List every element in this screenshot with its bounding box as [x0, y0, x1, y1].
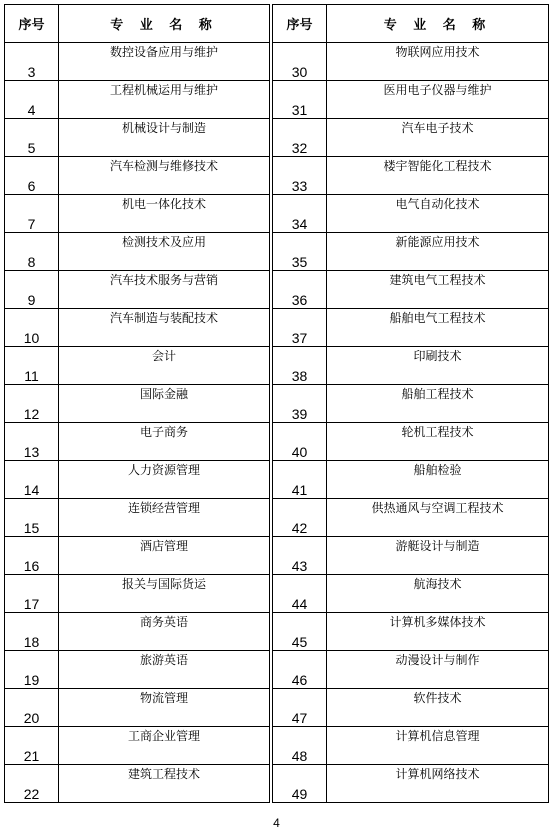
table-row — [273, 423, 549, 461]
row-number: 12 — [5, 385, 59, 423]
major-name: 动漫设计与制作 — [327, 651, 549, 689]
table-row — [5, 575, 270, 613]
row-number: 14 — [5, 461, 59, 499]
row-number: 49 — [273, 765, 327, 803]
seq-header: 序号 — [273, 5, 327, 43]
table-row — [273, 613, 549, 651]
row-number: 48 — [273, 727, 327, 765]
table-row — [273, 81, 549, 119]
major-name: 旅游英语 — [59, 651, 270, 689]
table-header-row — [273, 5, 549, 43]
table-row — [273, 347, 549, 385]
table-row — [5, 119, 270, 157]
seq-header: 序号 — [5, 5, 59, 43]
major-list — [4, 4, 549, 802]
major-name: 船舶检验 — [327, 461, 549, 499]
row-number: 7 — [5, 195, 59, 233]
table-row — [273, 765, 549, 803]
table-row — [273, 157, 549, 195]
table-body-left — [5, 43, 270, 803]
row-number: 33 — [273, 157, 327, 195]
major-name: 建筑工程技术 — [59, 765, 270, 803]
table-row — [5, 309, 270, 347]
major-name: 航海技术 — [327, 575, 549, 613]
table-row — [5, 385, 270, 423]
major-name: 电子商务 — [59, 423, 270, 461]
table-row — [5, 461, 270, 499]
table-row — [5, 689, 270, 727]
major-name: 游艇设计与制造 — [327, 537, 549, 575]
table-row — [273, 195, 549, 233]
table-row — [273, 43, 549, 81]
name-header: 专 业 名 称 — [327, 5, 549, 43]
major-name: 汽车电子技术 — [327, 119, 549, 157]
major-name: 报关与国际货运 — [59, 575, 270, 613]
row-number: 16 — [5, 537, 59, 575]
table-row — [273, 537, 549, 575]
table-row — [5, 423, 270, 461]
major-name: 检测技术及应用 — [59, 233, 270, 271]
major-name: 楼宇智能化工程技术 — [327, 157, 549, 195]
table-row — [273, 309, 549, 347]
row-number: 47 — [273, 689, 327, 727]
row-number: 9 — [5, 271, 59, 309]
major-name: 物联网应用技术 — [327, 43, 549, 81]
table-row — [273, 727, 549, 765]
major-name: 船舶工程技术 — [327, 385, 549, 423]
row-number: 39 — [273, 385, 327, 423]
major-name: 新能源应用技术 — [327, 233, 549, 271]
row-number: 19 — [5, 651, 59, 689]
major-name: 机电一体化技术 — [59, 195, 270, 233]
row-number: 17 — [5, 575, 59, 613]
row-number: 15 — [5, 499, 59, 537]
table-row — [273, 119, 549, 157]
major-name: 国际金融 — [59, 385, 270, 423]
table-row — [5, 537, 270, 575]
table-row — [273, 689, 549, 727]
major-name: 船舶电气工程技术 — [327, 309, 549, 347]
table-row — [5, 727, 270, 765]
major-name: 医用电子仪器与维护 — [327, 81, 549, 119]
table-row — [273, 385, 549, 423]
table-row — [273, 499, 549, 537]
table-body-right — [273, 43, 549, 803]
major-name: 汽车检测与维修技术 — [59, 157, 270, 195]
major-name: 印刷技术 — [327, 347, 549, 385]
table-row — [273, 461, 549, 499]
row-number: 32 — [273, 119, 327, 157]
row-number: 3 — [5, 43, 59, 81]
row-number: 13 — [5, 423, 59, 461]
major-name: 连锁经营管理 — [59, 499, 270, 537]
table-row — [273, 271, 549, 309]
major-name: 计算机信息管理 — [327, 727, 549, 765]
row-number: 4 — [5, 81, 59, 119]
table-row — [5, 233, 270, 271]
row-number: 36 — [273, 271, 327, 309]
row-number: 40 — [273, 423, 327, 461]
major-name: 物流管理 — [59, 689, 270, 727]
table-row — [273, 575, 549, 613]
table-row — [5, 195, 270, 233]
major-name: 计算机多媒体技术 — [327, 613, 549, 651]
major-table-left — [4, 4, 270, 803]
major-name: 会计 — [59, 347, 270, 385]
table-header-row — [5, 5, 270, 43]
major-name: 人力资源管理 — [59, 461, 270, 499]
major-name: 汽车技术服务与营销 — [59, 271, 270, 309]
table-row — [5, 81, 270, 119]
table-row — [5, 43, 270, 81]
row-number: 38 — [273, 347, 327, 385]
major-table-right — [272, 4, 549, 803]
row-number: 22 — [5, 765, 59, 803]
row-number: 34 — [273, 195, 327, 233]
table-row — [273, 233, 549, 271]
row-number: 18 — [5, 613, 59, 651]
table-row — [5, 499, 270, 537]
row-number: 42 — [273, 499, 327, 537]
row-number: 37 — [273, 309, 327, 347]
major-name: 计算机网络技术 — [327, 765, 549, 803]
table-row — [5, 271, 270, 309]
major-name: 软件技术 — [327, 689, 549, 727]
major-name: 工商企业管理 — [59, 727, 270, 765]
row-number: 43 — [273, 537, 327, 575]
major-name: 电气自动化技术 — [327, 195, 549, 233]
major-name: 机械设计与制造 — [59, 119, 270, 157]
row-number: 31 — [273, 81, 327, 119]
row-number: 5 — [5, 119, 59, 157]
table-row — [5, 651, 270, 689]
row-number: 44 — [273, 575, 327, 613]
major-name: 建筑电气工程技术 — [327, 271, 549, 309]
row-number: 10 — [5, 309, 59, 347]
major-name: 酒店管理 — [59, 537, 270, 575]
page-number: 4 — [273, 816, 280, 830]
row-number: 45 — [273, 613, 327, 651]
major-name: 工程机械运用与维护 — [59, 81, 270, 119]
table-row — [5, 765, 270, 803]
major-name: 轮机工程技术 — [327, 423, 549, 461]
row-number: 6 — [5, 157, 59, 195]
row-number: 20 — [5, 689, 59, 727]
major-name: 汽车制造与装配技术 — [59, 309, 270, 347]
table-row — [273, 651, 549, 689]
table-row — [5, 347, 270, 385]
row-number: 21 — [5, 727, 59, 765]
major-name: 数控设备应用与维护 — [59, 43, 270, 81]
row-number: 8 — [5, 233, 59, 271]
row-number: 30 — [273, 43, 327, 81]
row-number: 35 — [273, 233, 327, 271]
major-name: 供热通风与空调工程技术 — [327, 499, 549, 537]
table-row — [5, 157, 270, 195]
major-name: 商务英语 — [59, 613, 270, 651]
row-number: 41 — [273, 461, 327, 499]
table-row — [5, 613, 270, 651]
row-number: 11 — [5, 347, 59, 385]
name-header: 专 业 名 称 — [59, 5, 270, 43]
row-number: 46 — [273, 651, 327, 689]
